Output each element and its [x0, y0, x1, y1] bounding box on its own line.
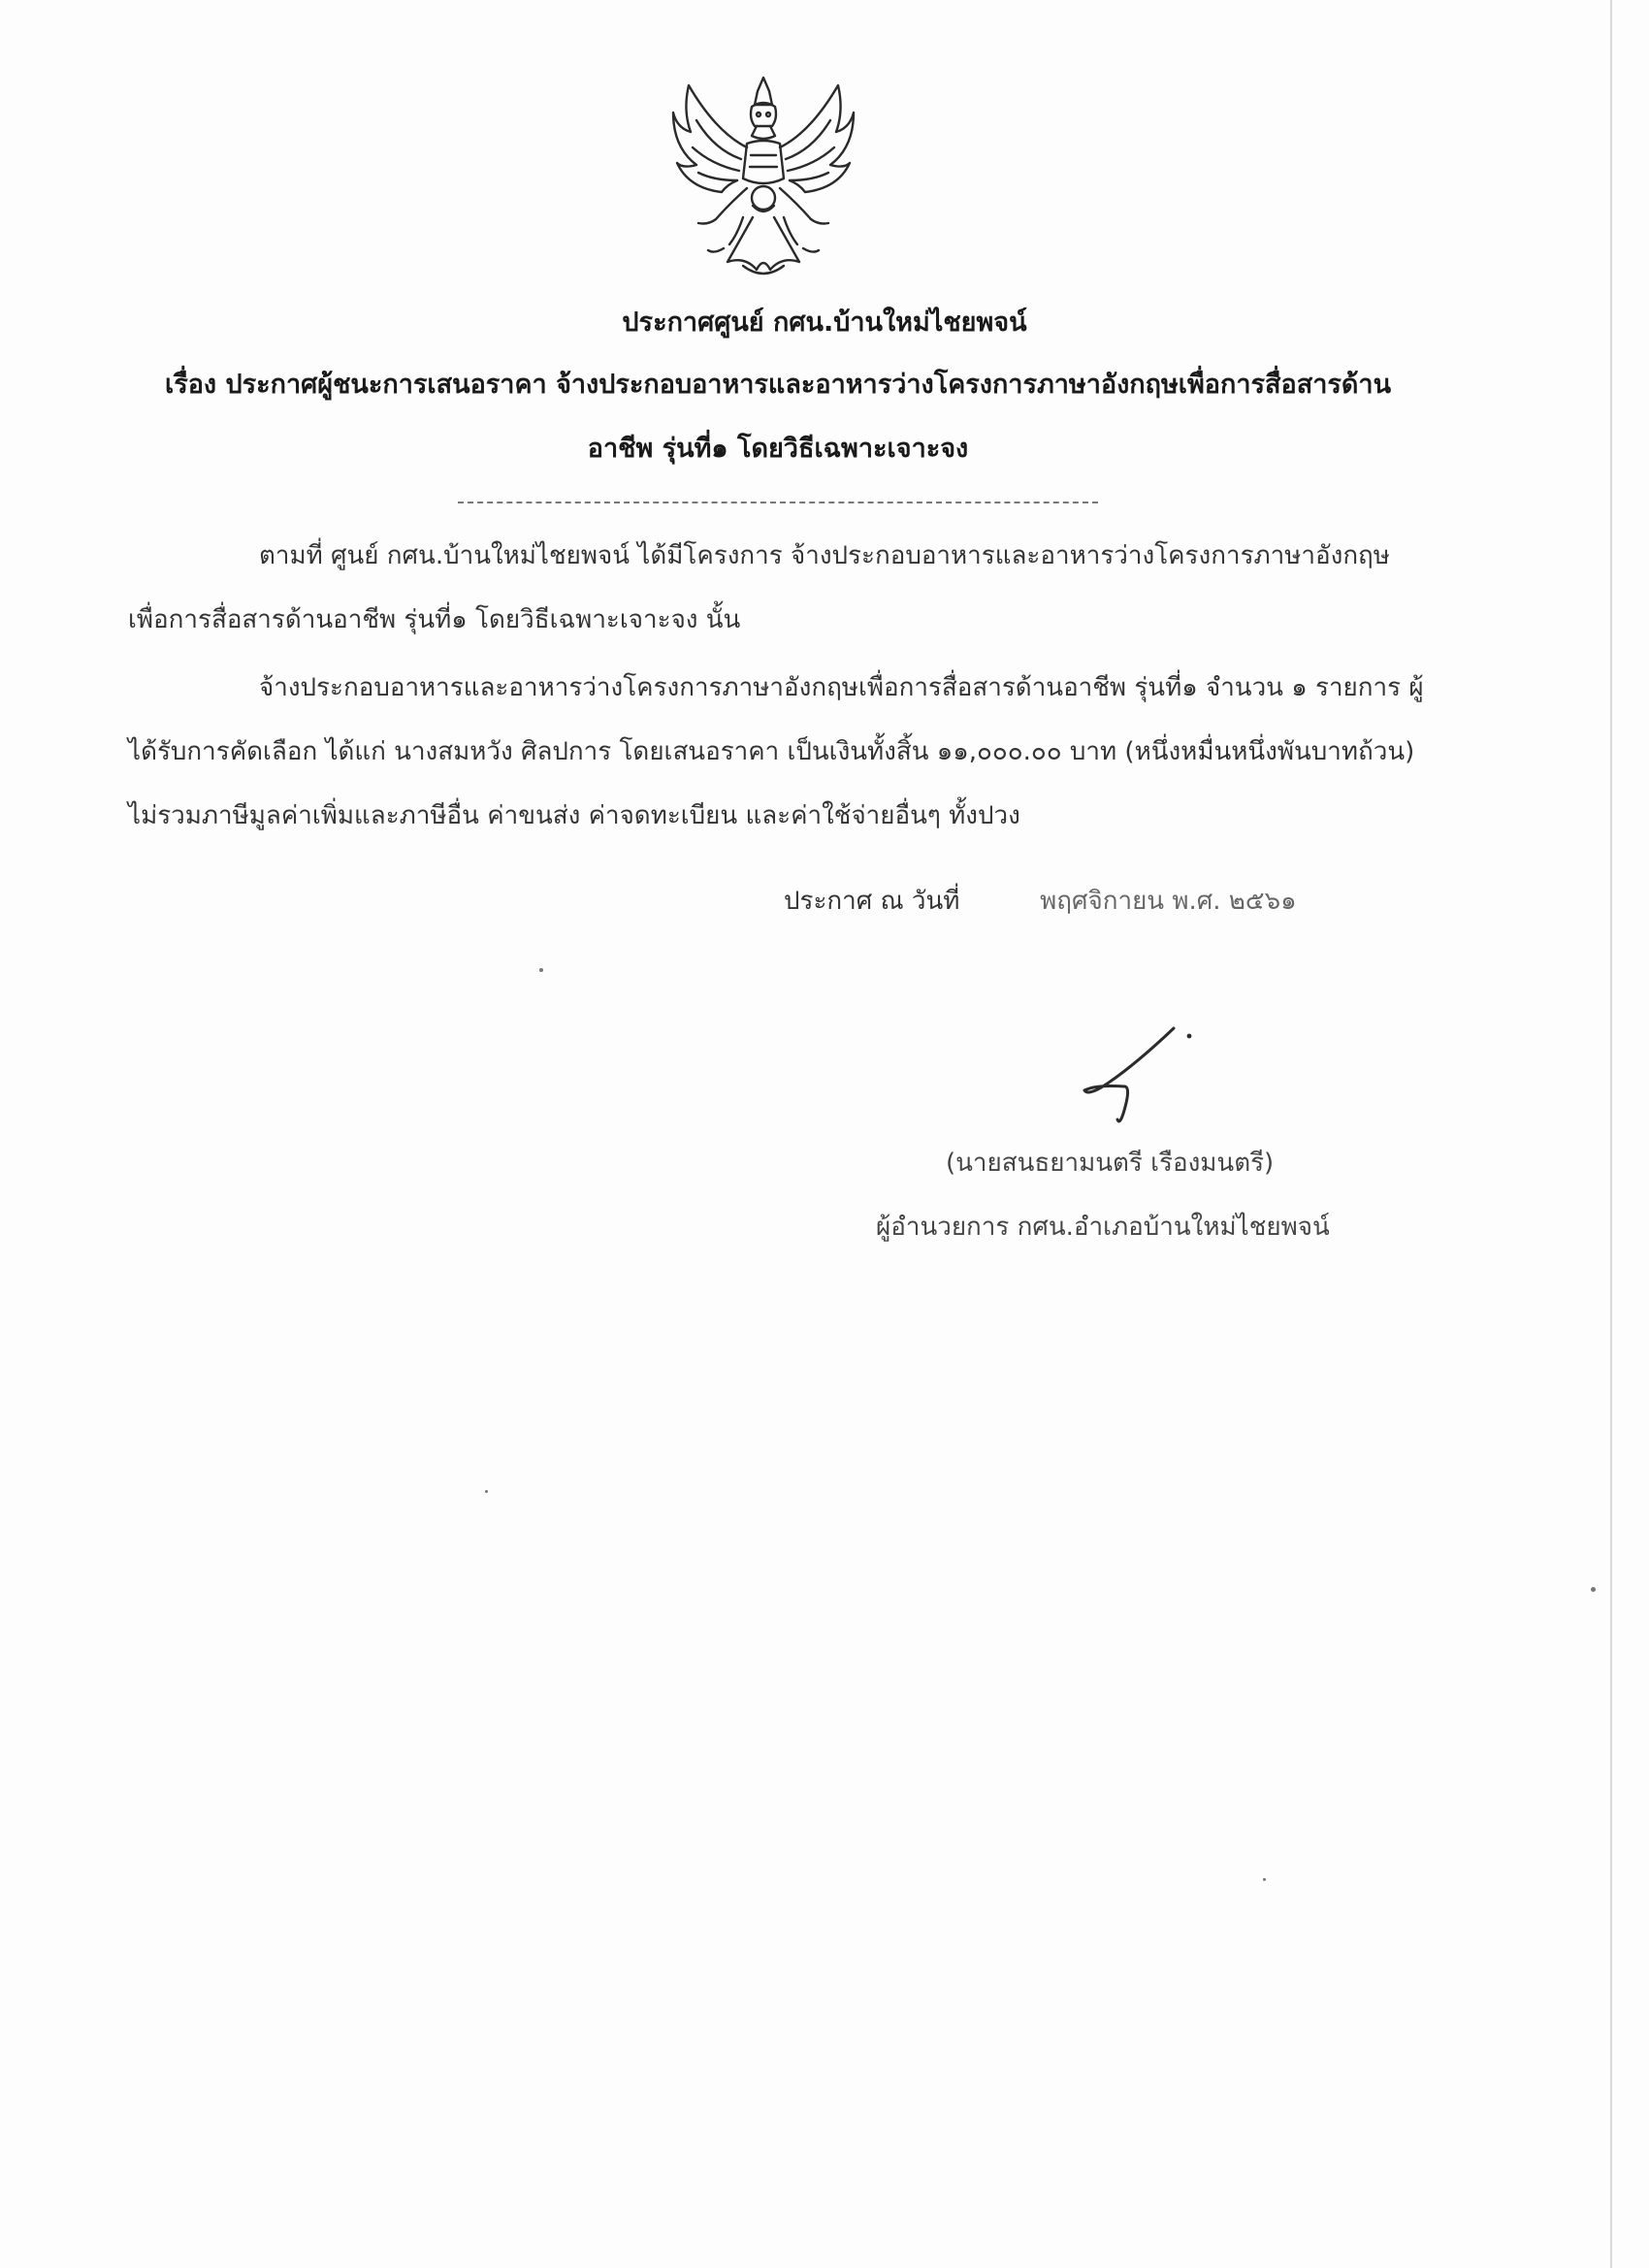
- scan-speck: [539, 968, 543, 972]
- signatory-position: ผู้อำนวยการ กศน.อำเภอบ้านใหม่ไชยพจน์: [876, 1213, 1330, 1242]
- announcement-date-line: [784, 881, 1297, 921]
- subject-line-1: เรื่อง ประกาศผู้ชนะการเสนอราคา จ้างประกอบอาหารและอาหารว่างโครงการภาษาอังกฤษเพื่อการสื่อสารด้าน: [164, 370, 1392, 400]
- paragraph-2-text: จ้างประกอบอาหารและอาหารว่างโครงการภาษาอังกฤษเพื่อการสื่อสารด้านอาชีพ รุ่นที่๑ จำนวน ๑ รายการ ผู้ได้รับการคัดเลือก ได้แก่ นางสมหวัง ศิลปการ โดยเสนอราคา เป็นเงินทั้งสิ้น ๑๑,๐๐๐.๐๐ บาท (หนึ่งหมื่นหนึ่งพันบาทถ้วน) ไม่รวมภาษีมูลค่าเพิ่มและภาษีอื่น ค่าขนส่ง ค่าจดทะเบียน และค่าใช้จ่ายอื่นๆ ทั้งปวง: [128, 673, 1424, 830]
- subject-heading: [128, 353, 1428, 481]
- subject-line-2: อาชีพ รุ่นที่๑ โดยวิธีเฉพาะเจาะจง: [587, 434, 969, 464]
- paragraph-1: [128, 524, 1428, 652]
- announcement-label: ประกาศ ณ วันที่: [784, 887, 960, 916]
- paragraph-2: [128, 656, 1428, 848]
- paragraph-1-text: ตามที่ ศูนย์ กศน.บ้านใหม่ไชยพจน์ ได้มีโครงการ จ้างประกอบอาหารและอาหารว่างโครงการภาษาอังกฤษเพื่อการสื่อสารด้านอาชีพ รุ่นที่๑ โดยวิธีเฉพาะเจาะจง นั้น: [128, 541, 1390, 634]
- scan-speck: [1591, 1587, 1596, 1592]
- scan-speck: [485, 1490, 488, 1493]
- garuda-emblem-icon: [669, 72, 858, 287]
- handwritten-signature-icon: [1067, 1017, 1212, 1133]
- divider-line: [458, 502, 1098, 503]
- scan-speck: [1263, 1878, 1266, 1881]
- announcement-date: พฤศจิกายน พ.ศ. ๒๕๖๑: [1040, 887, 1297, 916]
- organization-title: ประกาศศูนย์ กศน.บ้านใหม่ไชยพจน์: [622, 308, 1027, 338]
- signatory-name: (นายสนธยามนตรี เรืองมนตรี): [946, 1149, 1275, 1178]
